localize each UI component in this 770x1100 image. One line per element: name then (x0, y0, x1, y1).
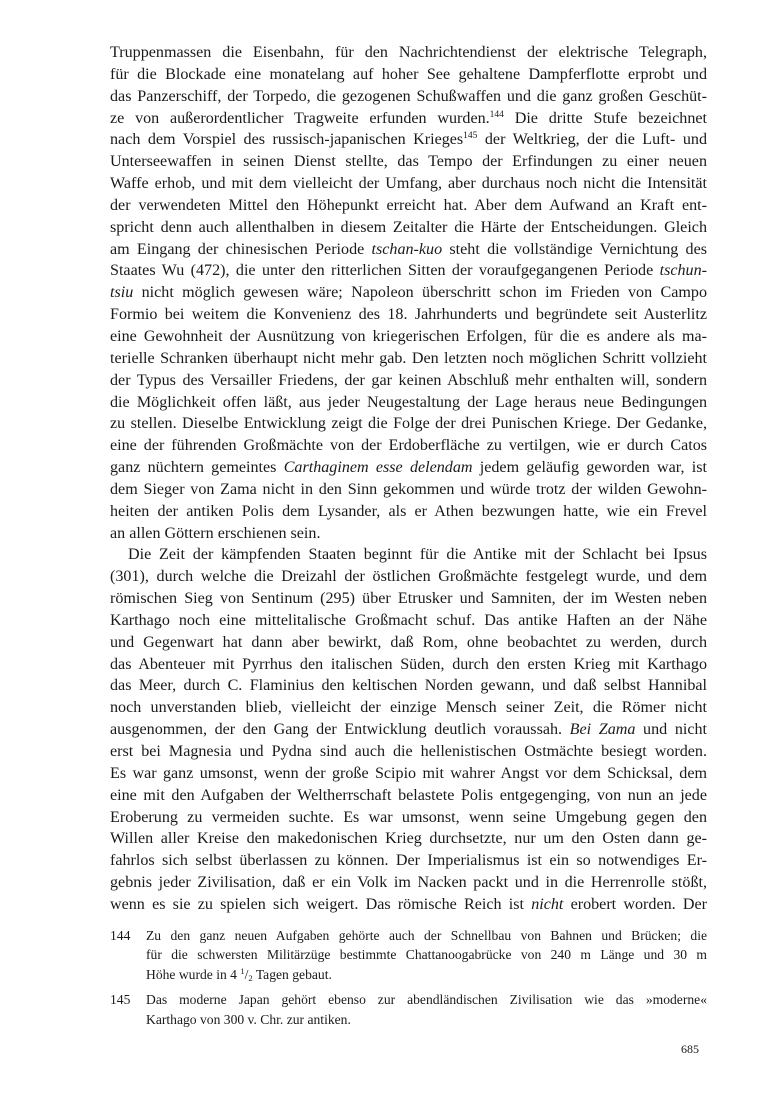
page-body (110, 42, 707, 1035)
footnote-145 (110, 990, 707, 1029)
text-line: Karthago noch eine mittelitalische Großmacht schuf. Das antike Haften an der Nähe (110, 611, 707, 629)
text-line: am Eingang der chinesischen Periode tschan-kuo steht die vollständige Vernichtung des (110, 240, 707, 258)
text-line: nach dem Vorspiel des russisch-japanischen Krieges$^{145}$ der Weltkrieg, der die Luft- und (110, 131, 707, 149)
text-line: der Typus des Versailler Friedens, der gar keinen Abschluß mehr enthalten will, sondern (110, 371, 707, 389)
text-line: römischen Sieg von Sentinum (295) über Etrusker und Samniten, der im Westen neben (110, 590, 707, 608)
text-line: die Möglichkeit offen läßt, aus jeder Neugestaltung der Lage heraus neue Bedingungen (110, 393, 707, 411)
text-line: eine der führenden Großmächte von der Erdoberfläche zu vertilgen, wie er durch Catos (110, 437, 707, 455)
text-line: das Panzerschiff, der Torpedo, die gezogenen Schußwaffen und die ganz großen Geschüt- (110, 87, 707, 105)
footnote-line: für die schwersten Militärzüge bestimmte Chattanoogabrücke von 240 m Länge und 30 m (146, 947, 707, 963)
text-line: (301), durch welche die Dreizahl der östlichen Großmächte festgelegt wurde, und dem (110, 568, 707, 586)
text-line: spricht denn auch allenthalben in diesem Zeitalter die Härte der Entscheidungen. Gleich (110, 218, 707, 236)
text-line: der verwendeten Mittel den Höhepunkt erreicht hat. Aber dem Aufwand an Kraft ent- (110, 196, 707, 214)
footnote-line: Zu den ganz neuen Aufgaben gehörte auch der Schnellbau von Bahnen und Brücken; die (146, 927, 707, 943)
footnote-ref-145[interactable]: 145 (463, 131, 478, 142)
text-line: Waffe erhob, und mit dem vielleicht der Umfang, aber durchaus noch nicht die Intensität (110, 175, 707, 193)
page-number: 685 (681, 1042, 699, 1056)
footnote-number: 144 (110, 927, 131, 943)
text-line: heiten der antiken Polis dem Lysander, als er Athen bezwungen hatte, wie ein Frevel (110, 502, 707, 520)
paragraph-2 (110, 544, 707, 915)
text-line: ganz nüchtern gemeintes Carthaginem esse delendam jedem geläufig geworden war, ist (110, 459, 707, 477)
text-line: wenn es sie zu spielen sich weigert. Das römische Reich ist nicht erobert worden. Der (110, 895, 707, 913)
text-line: und Gegenwart hat dann aber bewirkt, daß Rom, ohne beobachtet zu werden, durch (110, 633, 707, 651)
text-line: tsiu nicht möglich gewesen wäre; Napoleon überschritt schon im Frieden von Campo (110, 284, 707, 302)
text-line: eine Gewohnheit der Ausnützung von kriegerischen Erfolgen, für die es andere als ma- (110, 327, 707, 345)
text-line: an allen Göttern erschienen sein. (110, 524, 321, 542)
text-line: für die Blockade eine monatelang auf hoher See gehaltene Dampferflotte erprobt und (110, 65, 707, 83)
text-line: noch unverstanden blieb, vielleicht der einzige Mensch seiner Zeit, die Römer nicht (110, 699, 707, 717)
text-line: terielle Schranken überhaupt nicht mehr gab. Den letzten noch möglichen Schritt vollzieht (110, 349, 707, 367)
footnote-ref-144[interactable]: 144 (489, 109, 504, 120)
text-line: Willen aller Kreise den makedonischen Krieg durchsetzte, nur um den Osten dann ge- (110, 830, 707, 848)
text-line: Truppenmassen die Eisenbahn, für den Nachrichtendienst der elektrische Telegraph, (110, 44, 707, 61)
footnote-line: Das moderne Japan gehört ebenso zur abendländischen Zivilisation wie das »moderne« (146, 992, 707, 1008)
text-line: Eroberung zu vermeiden suchte. Es war umsonst, wenn seine Umgebung gegen den (110, 808, 707, 826)
text-line: gebnis jeder Zivilisation, daß er ein Volk im Nacken packt und in die Herrenrolle stößt, (110, 874, 707, 892)
footnote-line: Karthago von 300 v. Chr. zur antiken. (146, 1011, 351, 1027)
text-line: ze von außerordentlicher Tragweite erfunden wurden.$^{144}$ Die dritte Stufe bezeichnet (110, 109, 708, 127)
footnote-144 (110, 926, 707, 985)
text-line: eine mit den Aufgaben der Weltherrschaft belastete Polis entgegenging, von nun an jede (110, 786, 707, 804)
fraction: $^1/_2$ (240, 965, 253, 983)
text-line: das Abenteuer mit Pyrrhus den italischen Süden, durch den ersten Krieg mit Karthago (110, 655, 707, 673)
text-line: Die Zeit der kämpfenden Staaten beginnt für die Antike mit der Schlacht bei Ipsus (128, 546, 707, 564)
text-line: erst bei Magnesia und Pydna sind auch die hellenistischen Ostmächte besiegt worden. (110, 743, 707, 760)
text-line: Formio bei weitem die Konvenienz des 18. Jahrhunderts und begründete seit Austerlitz (110, 306, 707, 324)
text-line: Staates Wu (472), die unter den ritterlichen Sitten der voraufgegangenen Periode tschun- (110, 262, 707, 280)
footnote-number: 145 (110, 992, 131, 1008)
paragraph-1 (110, 42, 707, 544)
text-line: dem Sieger von Zama nicht in den Sinn gekommen und würde trotz der wilden Gewohn- (110, 480, 707, 498)
footnote-line: Höhe wurde in 4 $^1/_2$ Tagen gebaut. (146, 965, 332, 983)
text-line: zu stellen. Dieselbe Entwicklung zeigt die Folge der drei Punischen Kriege. Der Gedanke, (110, 415, 707, 433)
text-line: ausgenommen, der den Gang der Entwicklung deutlich voraussah. Bei Zama und nicht (110, 721, 707, 739)
text-line: Es war ganz umsonst, wenn der große Scipio mit wahrer Angst vor dem Schicksal, dem (110, 764, 707, 782)
footnotes (110, 926, 707, 1030)
text-line: das Meer, durch C. Flaminius den keltischen Norden gewann, und daß selbst Hannibal (110, 677, 707, 695)
text-line: fahrlos sich selbst überlassen zu können. Der Imperialismus ist ein so notwendiges Er- (110, 852, 707, 870)
text-line: Unterseewaffen in seinen Dienst stellte, das Tempo der Erfindungen zu einer neuen (110, 153, 707, 171)
